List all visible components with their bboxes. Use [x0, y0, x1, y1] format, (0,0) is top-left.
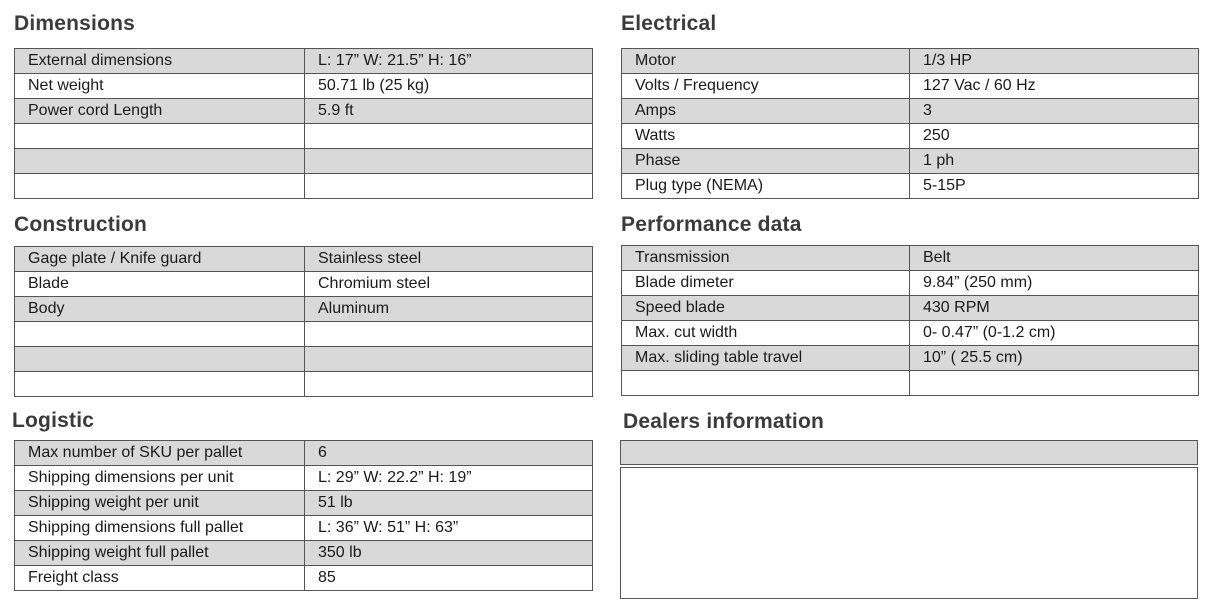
table-row: [622, 371, 1199, 396]
spec-value: 350 lb: [305, 541, 593, 566]
spec-label: Body: [15, 297, 305, 322]
dimensions-title: Dimensions: [14, 12, 136, 35]
spec-label: Freight class: [15, 566, 305, 591]
dealers-title: Dealers information: [623, 410, 825, 433]
spec-label: Shipping dimensions full pallet: [15, 516, 305, 541]
table-row: [15, 174, 593, 199]
table-row: [622, 49, 1199, 74]
spec-label: Blade: [15, 272, 305, 297]
spec-label: External dimensions: [15, 49, 305, 74]
spec-label: Shipping dimensions per unit: [15, 466, 305, 491]
spec-label: Shipping weight full pallet: [15, 541, 305, 566]
dimensions-table: [14, 48, 593, 199]
table-row: [15, 124, 593, 149]
dealers-header-bar: [620, 440, 1198, 465]
spec-value: 250: [910, 124, 1199, 149]
spec-value: L: 29” W: 22.2” H: 19”: [305, 466, 593, 491]
spec-label: Power cord Length: [15, 99, 305, 124]
table-row: [15, 49, 593, 74]
spec-value: L: 17” W: 21.5” H: 16”: [305, 49, 593, 74]
spec-label: Speed blade: [622, 296, 910, 321]
spec-value: Stainless steel: [305, 247, 593, 272]
table-row: [15, 541, 593, 566]
spec-label: Transmission: [622, 246, 910, 271]
spec-value: 1 ph: [910, 149, 1199, 174]
spec-value: 5-15P: [910, 174, 1199, 199]
spec-label: Max. sliding table travel: [622, 346, 910, 371]
spec-value: Aluminum: [305, 297, 593, 322]
spec-label: Max. cut width: [622, 321, 910, 346]
dealers-info-box: [620, 467, 1198, 599]
spec-label: Plug type (NEMA): [622, 174, 910, 199]
spec-value: [305, 174, 593, 199]
spec-label: Watts: [622, 124, 910, 149]
spec-value: [305, 347, 593, 372]
spec-label: [15, 372, 305, 397]
spec-value: [305, 124, 593, 149]
spec-label: Blade dimeter: [622, 271, 910, 296]
spec-value: [910, 371, 1199, 396]
table-row: [622, 124, 1199, 149]
table-row: [622, 271, 1199, 296]
table-row: [15, 491, 593, 516]
electrical-title: Electrical: [621, 12, 717, 35]
table-row: [15, 322, 593, 347]
construction-title: Construction: [14, 213, 148, 236]
spec-value: 5.9 ft: [305, 99, 593, 124]
table-row: [15, 441, 593, 466]
spec-value: [305, 372, 593, 397]
spec-value: 3: [910, 99, 1199, 124]
performance-title: Performance data: [621, 213, 802, 236]
table-row: [622, 74, 1199, 99]
spec-label: Motor: [622, 49, 910, 74]
electrical-table: [621, 48, 1199, 199]
table-row: [622, 174, 1199, 199]
table-row: [15, 566, 593, 591]
spec-label: Phase: [622, 149, 910, 174]
table-row: [15, 516, 593, 541]
spec-label: [622, 371, 910, 396]
spec-label: [15, 149, 305, 174]
table-row: [15, 466, 593, 491]
table-row: [622, 99, 1199, 124]
spec-value: 10” ( 25.5 cm): [910, 346, 1199, 371]
spec-label: Max number of SKU per pallet: [15, 441, 305, 466]
spec-label: [15, 347, 305, 372]
spec-value: Belt: [910, 246, 1199, 271]
table-row: [15, 297, 593, 322]
table-row: [622, 346, 1199, 371]
table-row: [15, 272, 593, 297]
table-row: [15, 99, 593, 124]
table-row: [15, 347, 593, 372]
spec-value: Chromium steel: [305, 272, 593, 297]
spec-value: L: 36” W: 51” H: 63”: [305, 516, 593, 541]
table-row: [15, 74, 593, 99]
logistic-table: [14, 440, 593, 591]
performance-table: [621, 245, 1199, 396]
spec-label: Volts / Frequency: [622, 74, 910, 99]
spec-label: [15, 124, 305, 149]
logistic-title: Logistic: [12, 409, 95, 432]
spec-value: 85: [305, 566, 593, 591]
table-row: [15, 247, 593, 272]
table-row: [622, 246, 1199, 271]
spec-value: 51 lb: [305, 491, 593, 516]
spec-value: [305, 149, 593, 174]
spec-value: 9.84” (250 mm): [910, 271, 1199, 296]
spec-label: Shipping weight per unit: [15, 491, 305, 516]
table-row: [622, 296, 1199, 321]
table-row: [622, 321, 1199, 346]
spec-value: 6: [305, 441, 593, 466]
spec-value: 50.71 lb (25 kg): [305, 74, 593, 99]
spec-value: [305, 322, 593, 347]
spec-value: 430 RPM: [910, 296, 1199, 321]
spec-label: Amps: [622, 99, 910, 124]
spec-value: 0- 0.47” (0-1.2 cm): [910, 321, 1199, 346]
spec-label: [15, 174, 305, 199]
table-row: [622, 149, 1199, 174]
table-row: [15, 372, 593, 397]
spec-value: 1/3 HP: [910, 49, 1199, 74]
table-row: [15, 149, 593, 174]
spec-label: [15, 322, 305, 347]
spec-label: Gage plate / Knife guard: [15, 247, 305, 272]
construction-table: [14, 246, 593, 397]
spec-label: Net weight: [15, 74, 305, 99]
spec-value: 127 Vac / 60 Hz: [910, 74, 1199, 99]
